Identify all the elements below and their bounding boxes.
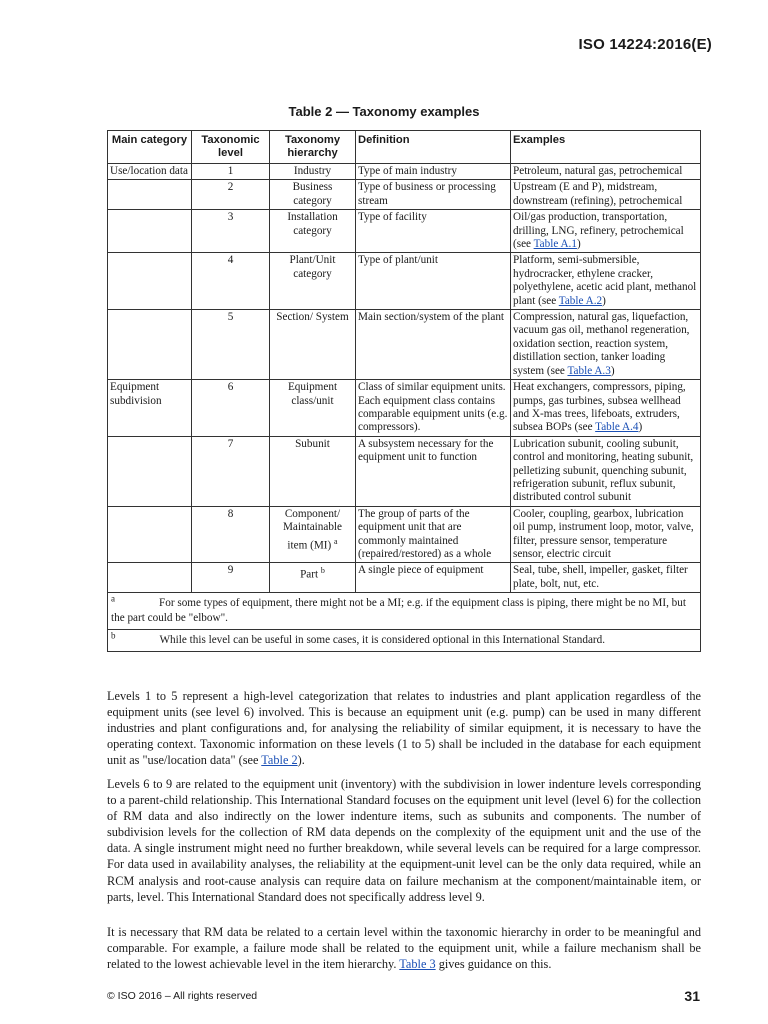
category-cell	[108, 436, 192, 506]
examples-cell: Cooler, coupling, gearbox, lubrication oil pump, instrument loop, motor, valve, filter, pressure sensor, temperature sensor, electric circuit	[511, 506, 701, 563]
definition-cell: Main section/system of the plant	[356, 310, 511, 380]
examples-cell: Compression, natural gas, liquefaction, vacuum gas oil, methanol regeneration, oxidation section, reaction system, distillation section, tanker loading system (see Table A.3)	[511, 310, 701, 380]
examples-cell: Platform, semi-submersible, hydrocracker, ethylene cracker, polyethylene, acetic acid plant, methanol plant (see Table A.2)	[511, 253, 701, 310]
table-2-link[interactable]: Table 2	[261, 753, 298, 768]
hierarchy-cell: Installation category	[270, 210, 356, 253]
table-a4-link[interactable]: Table A.4	[595, 421, 639, 434]
table-row	[108, 253, 701, 310]
table-a2-link[interactable]: Table A.2	[558, 294, 603, 307]
level-cell: 3	[192, 210, 270, 253]
hierarchy-cell: Subunit	[270, 436, 356, 506]
copyright-notice: © ISO 2016 – All rights reserved	[107, 990, 258, 1002]
level-cell: 6	[192, 380, 270, 437]
column-header: Main category	[108, 131, 192, 164]
footnote-cell	[108, 593, 701, 630]
hierarchy-cell: Section/ System	[270, 310, 356, 380]
level-cell: 9	[192, 563, 270, 593]
level-cell: 5	[192, 310, 270, 380]
table-footnote	[108, 630, 701, 652]
table-row	[108, 506, 701, 563]
paragraph-rm-data: It is necessary that RM data be related to a certain level within the taxonomic hierarchy in order to be meaningful and comparable. For example, a failure mode shall be related to the equipment unit, while a failure mechanism shall be related to the lowest achievable level in the item hierarchy. Table 3 gives guidance on this.	[107, 925, 701, 972]
table-row	[108, 563, 701, 593]
footnote-ref-b: b	[320, 566, 325, 576]
category-cell	[108, 210, 192, 253]
level-cell: 8	[192, 506, 270, 563]
level-cell: 7	[192, 436, 270, 506]
level-cell: 4	[192, 253, 270, 310]
column-header: Examples	[511, 131, 701, 164]
hierarchy-cell: Part $^b$	[270, 563, 356, 593]
hierarchy-cell: Plant/Unit category	[270, 253, 356, 310]
table-row	[108, 180, 701, 210]
category-cell: Use/location data	[108, 164, 192, 180]
level-cell: 2	[192, 180, 270, 210]
category-cell	[108, 180, 192, 210]
table-row	[108, 380, 701, 437]
definition-cell: A subsystem necessary for the equipment unit to function	[356, 436, 511, 506]
level-cell: 1	[192, 164, 270, 180]
definition-cell: Type of plant/unit	[356, 253, 511, 310]
table-row	[108, 164, 701, 180]
table-header-row	[108, 131, 701, 164]
table-row	[108, 436, 701, 506]
category-cell	[108, 506, 192, 563]
definition-cell: A single piece of equipment	[356, 563, 511, 593]
category-cell	[108, 253, 192, 310]
table-footnote	[108, 593, 701, 630]
hierarchy-cell: Business category	[270, 180, 356, 210]
footnote-ref-a: a	[334, 536, 338, 546]
examples-cell: Oil/gas production, transportation, drilling, LNG, refinery, petrochemical (see Table A.1)	[511, 210, 701, 253]
table-row	[108, 210, 701, 253]
definition-cell: Type of business or processing stream	[356, 180, 511, 210]
column-header: Definition	[356, 131, 511, 164]
table-a3-link[interactable]: Table A.3	[567, 364, 611, 377]
page-number: 31	[684, 988, 700, 1004]
hierarchy-cell: Equipment class/unit	[270, 380, 356, 437]
footnote-mark: a	[111, 593, 115, 604]
hierarchy-cell: Industry	[270, 164, 356, 180]
category-cell	[108, 310, 192, 380]
table-a1-link[interactable]: Table A.1	[533, 238, 577, 251]
definition-cell: Class of similar equipment units. Each equipment class contains comparable equipment units (e.g. compressors).	[356, 380, 511, 437]
definition-cell: Type of main industry	[356, 164, 511, 180]
paragraph-levels-1-5: Levels 1 to 5 represent a high-level categorization that relates to industries and plant application regardless of the equipment units (see level 6) involved. This is because an equipment unit (e.g. pump) can be used in many different industries and plant configurations and, for analysing the reliability of similar equipment, it is necessary to have the operating context. Taxonomic information on these levels (1 to 5) shall be included in the database for each equipment unit as "use/location data" (see Table 2).	[107, 689, 701, 768]
examples-cell: Heat exchangers, compressors, piping, pumps, gas turbines, subsea wellhead and X-mas trees, lifeboats, extruders, subsea BOPs (see Table A.4)	[511, 380, 701, 437]
footnote-text: While this level can be useful in some cases, it is considered optional in this International Standard.	[159, 634, 606, 647]
table-caption: Table 2 — Taxonomy examples	[288, 104, 480, 119]
table-3-link[interactable]: Table 3	[399, 957, 436, 972]
table-row	[108, 310, 701, 380]
taxonomy-table	[107, 130, 701, 652]
column-header: Taxonomic level	[192, 131, 270, 164]
footnote-cell	[108, 630, 701, 652]
examples-cell: Upstream (E and P), midstream, downstream (refining), petrochemical	[511, 180, 701, 210]
footnote-mark: b	[111, 630, 116, 641]
definition-cell: Type of facility	[356, 210, 511, 253]
footnote-text: For some types of equipment, there might not be a MI; e.g. if the equipment class is piping, there might be no MI, but the part could be "elbow".	[111, 597, 686, 625]
document-id: ISO 14224:2016(E)	[578, 36, 712, 53]
category-cell: Equipment subdivision	[108, 380, 192, 437]
examples-cell: Petroleum, natural gas, petrochemical	[511, 164, 701, 180]
examples-cell: Seal, tube, shell, impeller, gasket, filter plate, bolt, nut, etc.	[511, 563, 701, 593]
definition-cell: The group of parts of the equipment unit that are commonly maintained (repaired/restored) as a whole	[356, 506, 511, 563]
column-header: Taxonomy hierarchy	[270, 131, 356, 164]
paragraph-levels-6-9: Levels 6 to 9 are related to the equipment unit (inventory) with the subdivision in lower indenture levels corresponding to a parent-child relationship. This International Standard focuses on the equipment unit level (level 6) for the collection of RM data and also indirectly on the lower indenture items, such as subunits and components. The number of subdivision levels for the collection of RM data depends on the complexity of the equipment unit and the use of the data. A single instrument might need no further breakdown, while several levels can be required for a large compressor. For data used in availability analyses, the reliability at the equipment-unit level can be the only data required, while an RCM analysis and root-cause analysis can require data on failure mechanism at the component/maintainable item, or parts, level. This International Standard does not specifically address level 9.	[107, 777, 701, 904]
hierarchy-cell: Component/ Maintainable item (MI) $^a$	[270, 506, 356, 563]
category-cell	[108, 563, 192, 593]
examples-cell: Lubrication subunit, cooling subunit, control and monitoring, heating subunit, pelletizing subunit, quenching subunit, refrigeration subunit, reflux subunit, distributed control subunit	[511, 436, 701, 506]
